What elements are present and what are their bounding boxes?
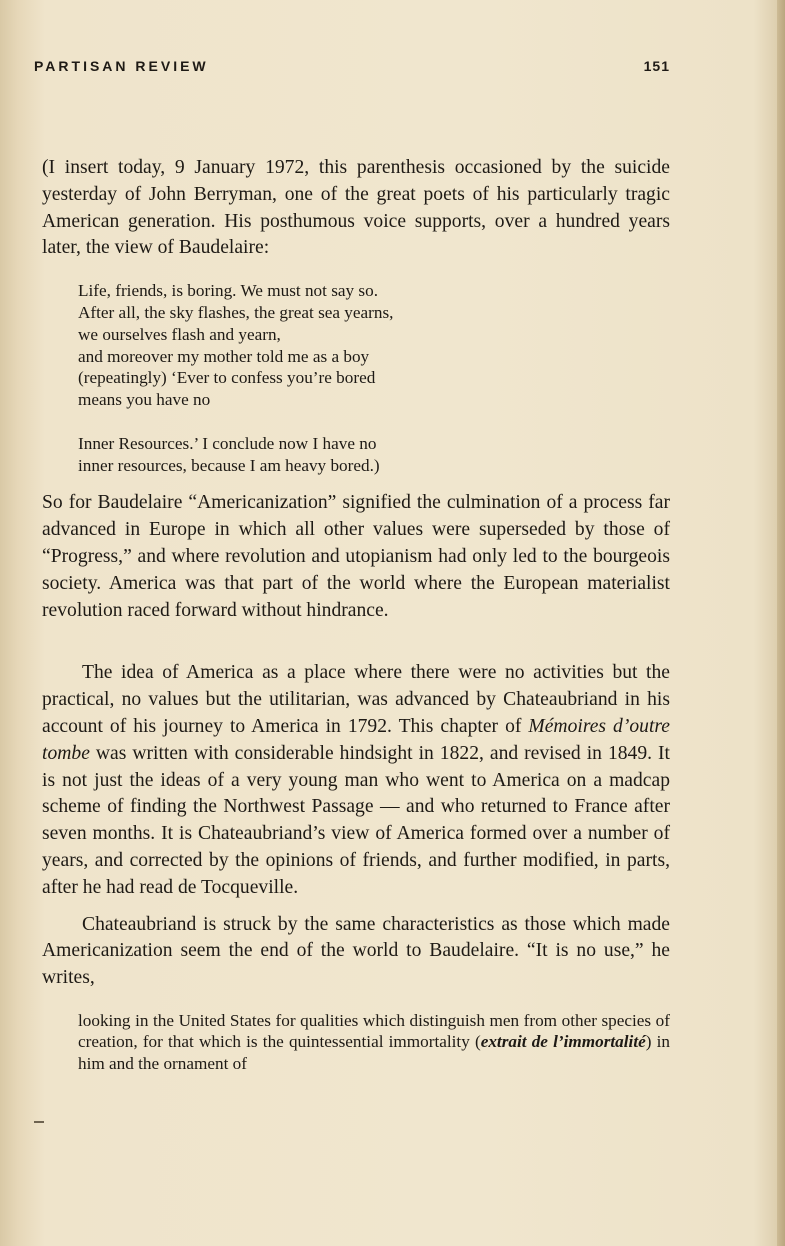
page-spine-edge [777, 0, 785, 1246]
paragraph-berryman-parenthesis: (I insert today, 9 January 1972, this parenthesis occasioned by the suicide yesterday of John Berryman, one of the great poets of his particularly tragic American generation. His posthumous voice supports, over a hundred years later, the view of Baudelaire: [42, 157, 670, 259]
verse-line: and moreover my mother told me as a boy [78, 346, 370, 366]
verse-line: means you have no [78, 390, 211, 410]
french-phrase-italic: extrait de l’immortalité [480, 1032, 646, 1052]
running-head [34, 58, 670, 80]
verse-line: After all, the sky flashes, the great sea yearns, [78, 302, 394, 322]
paragraph-text: was written with considerable hindsight in 1822, and revised in 1849. It is not just the ideas of a very young man who went to America on a madcap scheme of finding the Northwest Passage — and who returned to France after seven months. It is Chateaubriand’s view of America formed over a number of years, and corrected by the opinions of friends, and further modified, in parts, after he had read de Tocqueville. [42, 742, 670, 898]
journal-title: PARTISAN REVIEW [34, 58, 209, 74]
verse-quotation [78, 280, 670, 476]
paragraph-text: The idea of America as a place where there were no activities but the practical, no values but the utilitarian, was advanced by Chateaubriand in his account of his journey to America in 1792. This chapter of [42, 662, 670, 737]
margin-mark [34, 1121, 44, 1123]
block-quotation [78, 1010, 670, 1075]
verse-line: Life, friends, is boring. We must not say so. [78, 281, 378, 301]
page-number: 151 [643, 58, 670, 74]
verse-line: Inner Resources.’ I conclude now I have no [78, 433, 377, 453]
verse-line: we ourselves flash and yearn, [78, 324, 281, 344]
verse-line: (repeatingly) ‘Ever to confess you’re bored [78, 368, 376, 388]
stanza-break [78, 411, 670, 433]
paragraph-characteristics: Chateaubriand is struck by the same characteristics as those which made Americanization seem the end of the world to Baudelaire. “It is no use,” he writes, [42, 913, 670, 989]
book-title-italic: Mémoires d’outre tombe [42, 715, 670, 764]
paragraph-chateaubriand [42, 660, 670, 901]
quotation-text: looking in the United States for qualities which distinguish men from other species of creation, for that which is the quintessential immortality ( [78, 1010, 670, 1052]
verse-line: inner resources, because I am heavy bored.) [78, 455, 380, 475]
page-body [42, 155, 670, 1074]
paragraph-americanization: So for Baudelaire “Americanization” signified the culmination of a process far advanced in Europe in which all other values were superseded by those of “Progress,” and where revolution and utopianism had only led to the bourgeois society. America was that part of the world where the European materialist revolution raced forward without hindrance. [42, 492, 670, 621]
quotation-text: ) in him and the ornament of [78, 1032, 671, 1073]
